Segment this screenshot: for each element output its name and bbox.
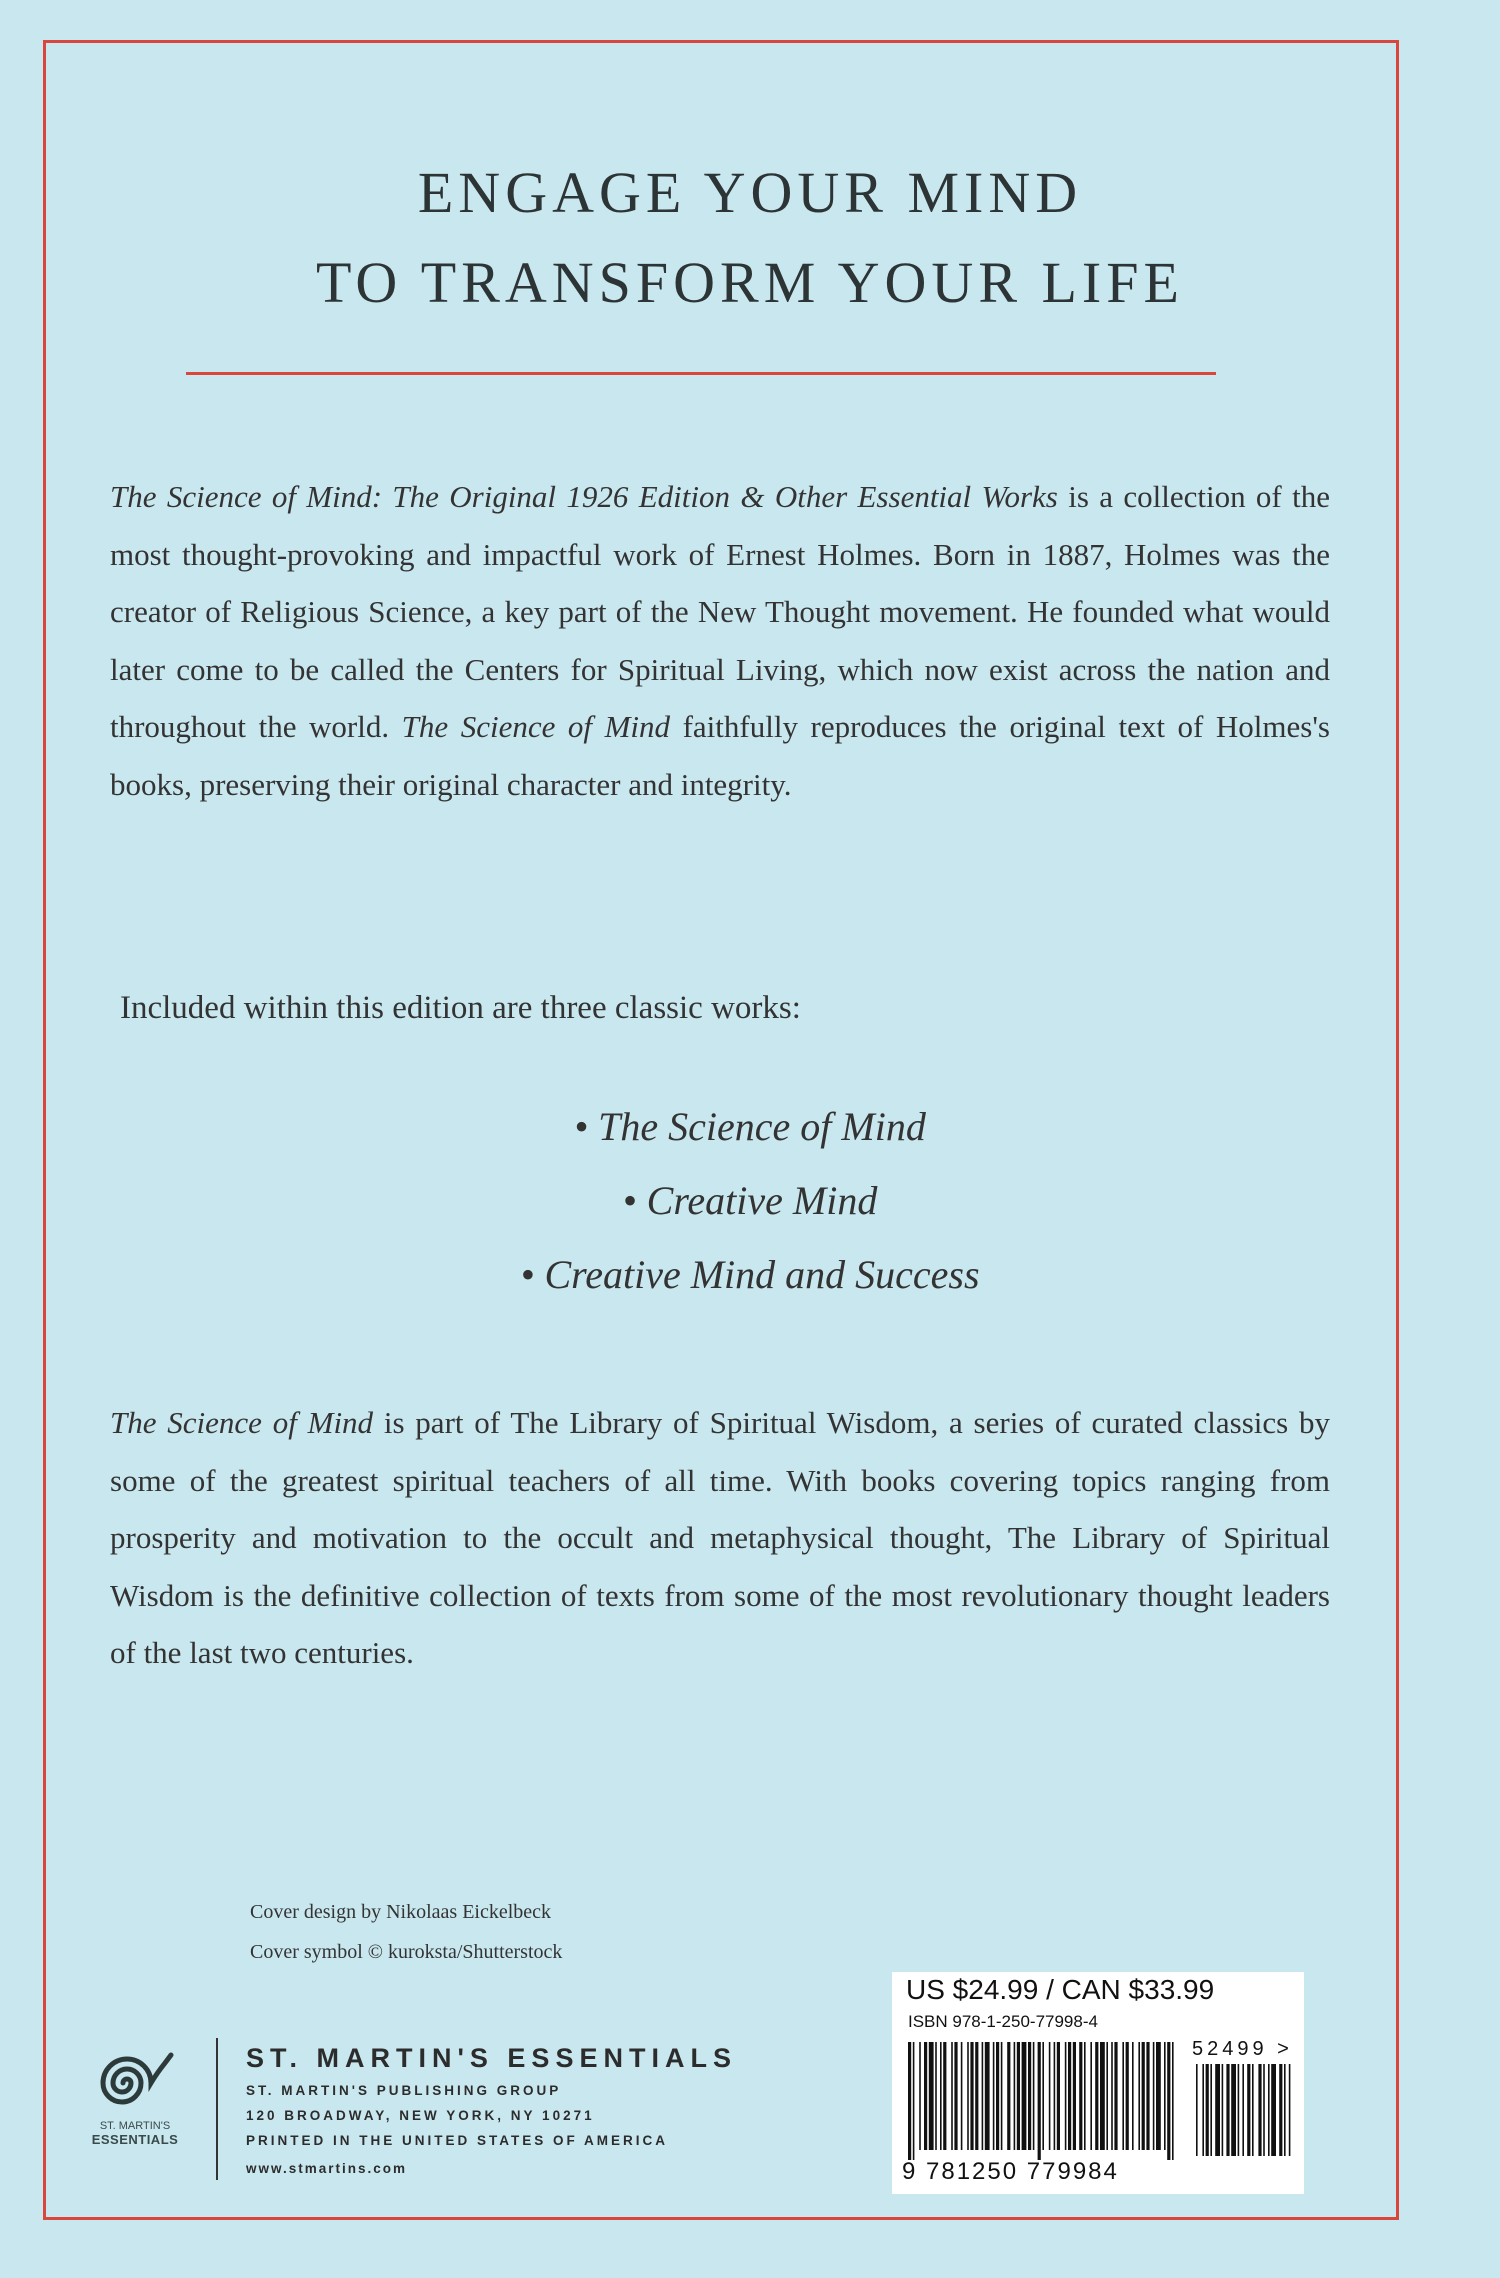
publisher-group: ST. MARTIN'S PUBLISHING GROUP	[246, 2083, 562, 2098]
intro-text-2: faithfully reproduces the original text of Holmes's books, preserving their original character and integrity.	[110, 709, 1330, 802]
works-list	[0, 1090, 1500, 1312]
included-intro: Included within this edition are three classic works:	[120, 990, 801, 1026]
spiral-logo-icon	[85, 2045, 185, 2115]
intro-paragraph	[110, 468, 1330, 813]
intro-title-2: The Science of Mind	[401, 709, 671, 744]
headline-line-1: ENGAGE YOUR MIND	[417, 160, 1083, 225]
isbn-label: ISBN 978-1-250-77998-4	[908, 2012, 1098, 2031]
price-label: US $24.99 / CAN $33.99	[906, 1974, 1215, 2005]
publisher-divider	[216, 2038, 218, 2180]
library-title: The Science of Mind	[110, 1405, 374, 1440]
publisher-logo	[70, 2045, 200, 2148]
publisher-block	[246, 2038, 737, 2176]
publisher-printed: PRINTED IN THE UNITED STATES OF AMERICA	[246, 2133, 669, 2148]
publisher-name: ST. MARTIN'S ESSENTIALS	[246, 2043, 737, 2073]
intro-text-1: is a collection of the most thought-provoking and impactful work of Ernest Holmes. Born in 1887, Holmes was the creator of Religious Science, a key part of the New Thought movement. He founded what would later come to be called the Centers for Spiritual Living, which now exist across the nation and throughout the world.	[110, 479, 1330, 744]
headline	[0, 148, 1500, 328]
intro-title: The Science of Mind: The Original 1926 Edition & Other Essential Works	[110, 479, 1058, 514]
work-item: • Creative Mind and Success	[520, 1252, 980, 1297]
cover-design-credit: Cover design by Nikolaas Eickelbeck	[250, 1901, 552, 1923]
library-paragraph	[110, 1394, 1330, 1682]
logo-caption-2-wrap	[70, 2133, 200, 2148]
barcode-addon-digits: 52499 >	[1192, 2038, 1293, 2060]
publisher-address: 120 BROADWAY, NEW YORK, NY 10271	[246, 2108, 595, 2123]
logo-caption-2: ESSENTIALS	[91, 2132, 179, 2147]
library-text: is part of The Library of Spiritual Wisdom, a series of curated classics by some of the greatest spiritual teachers of all time. With books covering topics ranging from prosperity and motivation to the occult and metaphysical thought, The Library of Spiritual Wisdom is the definitive collection of texts from some of the most revolutionary thought leaders of the last two centuries.	[110, 1405, 1330, 1670]
headline-divider	[186, 372, 1216, 375]
cover-credits	[250, 1892, 562, 1972]
logo-caption-1: ST. MARTIN'S	[99, 2120, 171, 2132]
work-item: • The Science of Mind	[574, 1104, 926, 1149]
publisher-url: www.stmartins.com	[246, 2161, 408, 2176]
cover-symbol-credit: Cover symbol © kuroksta/Shutterstock	[250, 1941, 563, 1963]
barcode-digits: 9 781250 779984	[902, 2158, 1119, 2185]
barcode-box	[892, 1972, 1304, 2194]
work-item: • Creative Mind	[622, 1178, 878, 1223]
headline-line-2: TO TRANSFORM YOUR LIFE	[316, 250, 1184, 315]
